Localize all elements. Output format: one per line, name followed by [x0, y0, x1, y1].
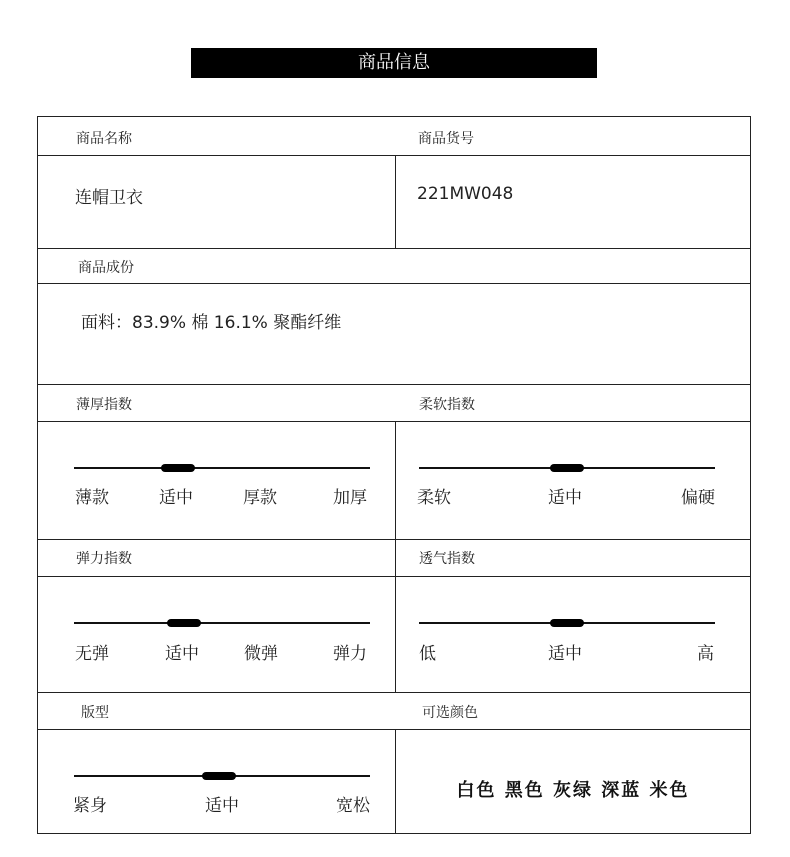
elasticity-indicator — [167, 619, 201, 627]
product-sku-label: 商品货号 — [418, 131, 474, 147]
composition-label: 商品成份 — [78, 260, 134, 276]
thickness-label: 薄厚指数 — [76, 397, 132, 413]
fit-tick: 适中 — [205, 796, 239, 816]
softness-label: 柔软指数 — [419, 397, 475, 413]
fit-tick: 紧身 — [73, 796, 107, 816]
divider — [395, 421, 396, 577]
divider — [38, 421, 750, 422]
elasticity-tick: 无弹 — [75, 644, 109, 664]
thickness-track — [74, 467, 370, 469]
available-colors: 白色 黑色 灰绿 深蓝 米色 — [456, 780, 690, 801]
elasticity-track — [74, 622, 370, 624]
fit-indicator — [202, 772, 236, 780]
thickness-tick: 薄款 — [75, 488, 109, 508]
fit-tick: 宽松 — [336, 796, 370, 816]
softness-tick: 偏硬 — [681, 488, 715, 508]
breathability-tick: 适中 — [548, 644, 582, 664]
divider — [395, 576, 396, 693]
softness-indicator — [550, 464, 584, 472]
divider — [38, 576, 750, 577]
elasticity-tick: 微弹 — [244, 644, 278, 664]
divider — [38, 539, 750, 540]
breathability-tick: 低 — [419, 644, 436, 664]
softness-tick: 柔软 — [417, 488, 451, 508]
divider — [38, 155, 750, 156]
thickness-tick: 厚款 — [243, 488, 277, 508]
thickness-indicator — [161, 464, 195, 472]
divider — [38, 384, 750, 385]
breathability-label: 透气指数 — [419, 551, 475, 567]
thickness-tick: 适中 — [159, 488, 193, 508]
divider — [38, 248, 750, 249]
breathability-tick: 高 — [697, 644, 714, 664]
colors-label: 可选颜色 — [422, 705, 478, 721]
product-sku-value: 221MW048 — [417, 184, 514, 204]
thickness-tick: 加厚 — [333, 488, 367, 508]
divider — [38, 692, 750, 693]
fit-label: 版型 — [81, 705, 109, 721]
breathability-indicator — [550, 619, 584, 627]
page-title: 商品信息 — [191, 48, 597, 78]
composition-value: 面料：83.9% 棉 16.1% 聚酯纤维 — [81, 313, 342, 333]
softness-tick: 适中 — [548, 488, 582, 508]
divider — [395, 155, 396, 249]
product-name-label: 商品名称 — [76, 131, 132, 147]
divider — [38, 283, 750, 284]
elasticity-label: 弹力指数 — [76, 551, 132, 567]
product-info-table — [37, 116, 751, 834]
divider — [38, 729, 750, 730]
elasticity-tick: 适中 — [165, 644, 199, 664]
elasticity-tick: 弹力 — [333, 644, 367, 664]
product-name-value: 连帽卫衣 — [75, 188, 143, 208]
